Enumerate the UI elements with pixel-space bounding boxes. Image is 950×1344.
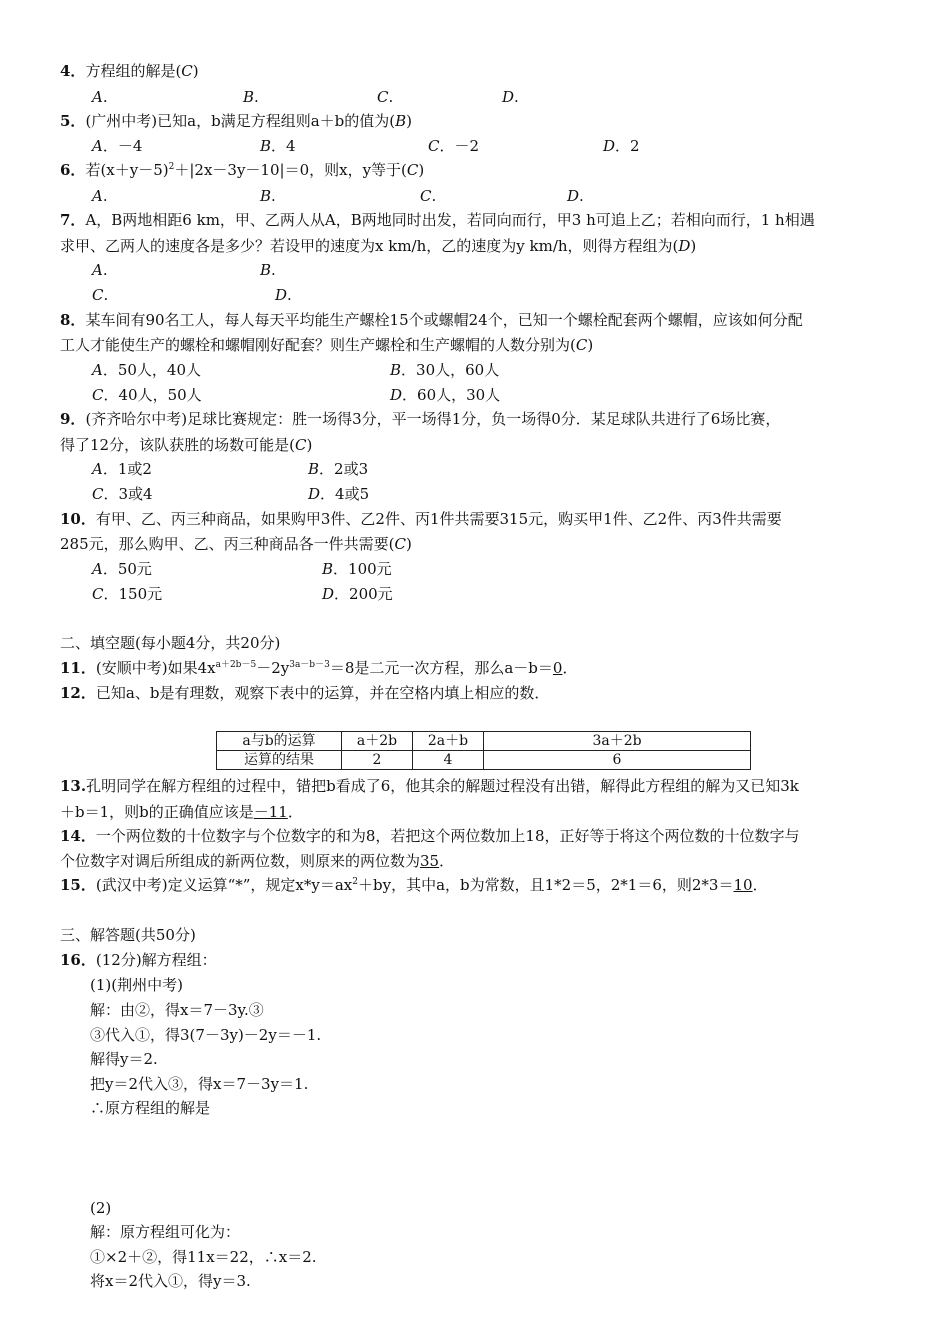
answer: 10 (733, 876, 753, 894)
option-c: C．40人，50人 (92, 386, 202, 404)
option-d: D．4或5 (308, 485, 370, 503)
solution-line: 解：原方程组可化为： (90, 1223, 241, 1241)
option-c: C．3或4 (92, 485, 153, 503)
solution-line: ③代入①，得3(7－3y)－2y＝－1. (90, 1026, 322, 1044)
question-12 (60, 682, 549, 704)
section-heading: 二、填空题(每小题4分，共20分) (60, 634, 281, 652)
answer: C (294, 436, 307, 454)
question-13 (60, 775, 799, 797)
question-stem-cont: 得了12分，该队获胜的场数可能是( (60, 436, 295, 454)
question-number: 16． (60, 951, 96, 969)
question-stem-cont: 个位数字对调后所组成的新两位数，则原来的两位数为 (60, 852, 421, 870)
option-a: A. (92, 261, 108, 279)
table-cell: 6 (484, 751, 751, 770)
question-15 (60, 874, 768, 896)
question-number: 13. (60, 777, 87, 795)
question-stem-cont: ＝8是二元一次方程，那么a－b＝ (329, 659, 553, 677)
question-stem-cont: －2y (256, 659, 290, 677)
option-a: A．50元 (92, 560, 152, 578)
question-number: 14． (60, 827, 96, 845)
question-stem: (武汉中考)定义运算“*”，规定x*y＝ax (95, 876, 353, 894)
option-b: B．30人，60人 (390, 361, 500, 379)
option-b: B．100元 (322, 560, 392, 578)
option-d: D．60人，30人 (390, 386, 501, 404)
question-stem-cont: 求甲、乙两人的速度各是多少？若设甲的速度为x km/h，乙的速度为y km/h，则得方程组为( (60, 237, 679, 255)
option-b: B．4 (260, 137, 296, 155)
punctuation: ． (439, 852, 455, 870)
option-a: A．1或2 (92, 460, 152, 478)
option-b: B. (243, 88, 259, 106)
question-stem: 一个两位数的十位数字与个位数字的和为8，若把这个两位数加上18，正好等于将这个两位数的十位数字与 (95, 827, 800, 845)
question-stem: (安顺中考)如果4x (95, 659, 216, 677)
question-4: 4．方程组的解是(C) (60, 62, 199, 80)
option-d: D．200元 (322, 585, 393, 603)
option-c: C．－2 (428, 137, 480, 155)
question-stem: 已知a、b是有理数，观察下表中的运算，并在空格内填上相应的数． (95, 684, 550, 702)
question-stem: 孔明同学在解方程组的过程中，错把b看成了6，他其余的解题过程没有出错，解得此方程组的解为又已知3k (86, 777, 799, 795)
question-5: 5．(广州中考)已知a，b满足方程组则a＋b的值为(B) (60, 112, 412, 130)
option-c: C. (420, 187, 437, 205)
table-cell: 4 (413, 751, 484, 770)
punctuation: ． (562, 659, 578, 677)
operation-table (216, 731, 751, 770)
table-cell: 2a＋b (413, 732, 484, 751)
question-number: 4． (60, 62, 86, 80)
question-8-cont: 工人才能使生产的螺栓和螺帽刚好配套？则生产螺栓和生产螺帽的人数分别为(C) (60, 336, 594, 354)
question-stem: 方程组的解是( (85, 62, 182, 80)
question-14-cont (60, 850, 454, 872)
answer: C (181, 62, 193, 80)
answer: 0 (552, 659, 563, 677)
question-stem-cont: 工人才能使生产的螺栓和螺帽刚好配套？则生产螺栓和生产螺帽的人数分别为( (60, 336, 576, 354)
answer: C (575, 336, 588, 354)
question-13-cont (60, 801, 303, 823)
question-number: 15． (60, 876, 96, 894)
solution-line: 解：由②，得x＝7－3y.③ (90, 1001, 264, 1019)
question-number: 5． (60, 112, 86, 130)
question-stem: (齐齐哈尔中考)足球比赛规定：胜一场得3分，平一场得1分，负一场得0分．某足球队共进行了6场比赛， (85, 410, 781, 428)
exponent: 3a－b－3 (289, 660, 330, 670)
option-a: A. (92, 187, 108, 205)
option-a: A．50人，40人 (92, 361, 202, 379)
exponent: 2 (352, 877, 358, 887)
punctuation: ． (752, 876, 768, 894)
table-cell: 2 (342, 751, 413, 770)
question-9-cont: 得了12分，该队获胜的场数可能是(C) (60, 436, 313, 454)
question-7-cont: 求甲、乙两人的速度各是多少？若设甲的速度为x km/h，乙的速度为y km/h，则得方程组为(D) (60, 237, 697, 255)
option-a: A．－4 (92, 137, 143, 155)
question-9 (60, 408, 780, 430)
table-cell: 运算的结果 (217, 751, 342, 770)
question-11 (60, 657, 577, 679)
option-c: C. (377, 88, 394, 106)
section-heading: 三、解答题(共50分) (60, 926, 196, 944)
option-c: C．150元 (92, 585, 163, 603)
question-number: 7． (60, 211, 86, 229)
source: (广州中考) (85, 112, 158, 130)
option-a: A. (92, 88, 108, 106)
answer: D (678, 237, 691, 255)
question-7 (60, 209, 815, 231)
punctuation: ． (287, 803, 303, 821)
table-row (217, 751, 751, 770)
question-stem: 有甲、乙、丙三种商品，如果购甲3件、乙2件、丙1件共需要315元，购买甲1件、乙2件、丙3件共需要 (95, 510, 782, 528)
solution-line: 解得y＝2. (90, 1050, 158, 1068)
question-number: 10． (60, 510, 96, 528)
table-cell: 3a＋2b (484, 732, 751, 751)
question-stem-cont: 285元，那么购甲、乙、丙三种商品各一件共需要( (60, 535, 395, 553)
question-stem-cont: ＋by，其中a，b为常数，且1*2＝5，2*1＝6，则2*3＝ (358, 876, 734, 894)
option-b: B．2或3 (308, 460, 369, 478)
question-16 (60, 949, 217, 971)
question-stem: 若(x＋y－5) (85, 161, 169, 179)
question-stem-cont: ＋b＝1，则b的正确值应该是 (60, 803, 254, 821)
question-10 (60, 508, 782, 530)
option-c: C. (92, 286, 109, 304)
solution-line: 将x＝2代入①，得y＝3. (90, 1272, 251, 1290)
option-d: D. (275, 286, 292, 304)
answer: C (394, 535, 406, 553)
exponent: a＋2b－5 (215, 660, 257, 670)
option-b: B. (260, 261, 276, 279)
answer: －11 (253, 803, 288, 821)
question-14 (60, 825, 800, 847)
option-b: B. (260, 187, 276, 205)
question-number: 9． (60, 410, 86, 428)
question-stem: A，B两地相距6 km，甲、乙两人从A，B两地同时出发，若同向而行，甲3 h可追上乙；若相向而行，1 h相遇 (85, 211, 815, 229)
table-cell: a＋2b (342, 732, 413, 751)
question-number: 8． (60, 311, 86, 329)
answer: B (395, 112, 407, 130)
option-d: D. (502, 88, 519, 106)
solution-line: 把y＝2代入③，得x＝7－3y＝1. (90, 1075, 309, 1093)
solution-line: (2) (90, 1199, 112, 1217)
question-number: 6． (60, 161, 86, 179)
question-stem: 某车间有90名工人，每人每天平均能生产螺栓15个或螺帽24个，已知一个螺栓配套两个螺帽，应该如何分配 (85, 311, 803, 329)
answer: 35 (420, 852, 440, 870)
question-8 (60, 309, 803, 331)
option-d: D. (567, 187, 584, 205)
table-row (217, 732, 751, 751)
solution-line: (1)(荆州中考) (90, 976, 183, 994)
question-stem: 已知a，b满足方程组则a＋b的值为( (157, 112, 396, 130)
solution-line: ∴原方程组的解是 (90, 1099, 211, 1117)
question-number: 11． (60, 659, 96, 677)
question-number: 12． (60, 684, 96, 702)
table-cell: a与b的运算 (217, 732, 342, 751)
solution-line: ①×2＋②，得11x＝22，∴x＝2. (90, 1248, 317, 1266)
question-10-cont: 285元，那么购甲、乙、丙三种商品各一件共需要(C) (60, 535, 412, 553)
option-d: D．2 (603, 137, 640, 155)
question-stem-cont: ＋|2x－3y－10|＝0，则x，y等于( (174, 161, 407, 179)
question-6: 6．若$(x+y-5)^2+|2x-3y-10|=0$，则x，y等于(C) (60, 161, 425, 179)
answer: C (406, 161, 419, 179)
question-stem: (12分)解方程组： (95, 951, 217, 969)
